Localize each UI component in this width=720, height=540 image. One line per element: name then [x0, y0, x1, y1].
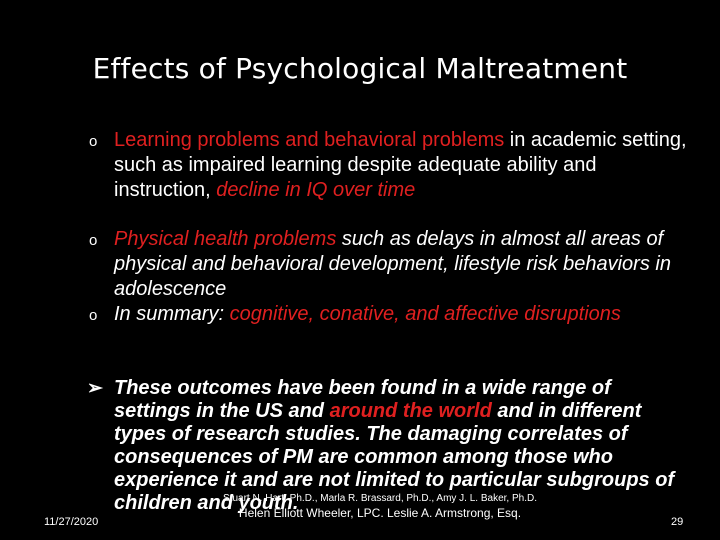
bullet-text: These outcomes have been found in a wide range of settings in the US and: [114, 377, 611, 422]
bullet-summary: [89, 302, 689, 327]
circle-bullet-icon: o: [89, 232, 98, 249]
footer-credit-authors: Stuart N. Hart, Ph.D., Marla R. Brassard, Ph.D., Amy J. L. Baker, Ph.D.: [223, 493, 537, 504]
bullet-text: in academic setting, such as impaired learning despite adequate ability and instruction,: [114, 129, 687, 201]
circle-bullet-icon: o: [89, 133, 98, 150]
bullet-emphasis: Physical health problems: [114, 228, 337, 250]
bullet-emphasis: Learning problems and behavioral problems: [114, 129, 505, 151]
bullet-emphasis: cognitive, conative, and affective disruptions: [229, 303, 621, 325]
bullet-text: In summary:: [114, 303, 230, 325]
footer-credit: [200, 492, 560, 520]
bullet-learning-problems: [89, 128, 689, 203]
bullet-physical-health: [89, 227, 689, 302]
bullet-text: and in different types of research studies. The damaging correlates of consequences of PM are common among those who experience it and are not limited to particular subgroups of children and youth.: [114, 400, 675, 514]
bullet-emphasis: decline in IQ over time: [216, 179, 416, 201]
footer-date: 11/27/2020: [44, 516, 99, 528]
bullet-text: such as delays in almost all areas of physical and behavioral development, lifestyle risk behaviors in adolescence: [114, 228, 671, 300]
page-number: 29: [671, 516, 684, 528]
footer-credit-contributors: Helen Elliott Wheeler, LPC. Leslie A. Armstrong, Esq.: [238, 506, 522, 520]
bullet-emphasis: around the world: [329, 400, 492, 422]
slide-title: Effects of Psychological Maltreatment: [92, 52, 628, 85]
arrow-bullet-icon: ➢: [87, 378, 103, 399]
circle-bullet-icon: o: [89, 307, 98, 324]
